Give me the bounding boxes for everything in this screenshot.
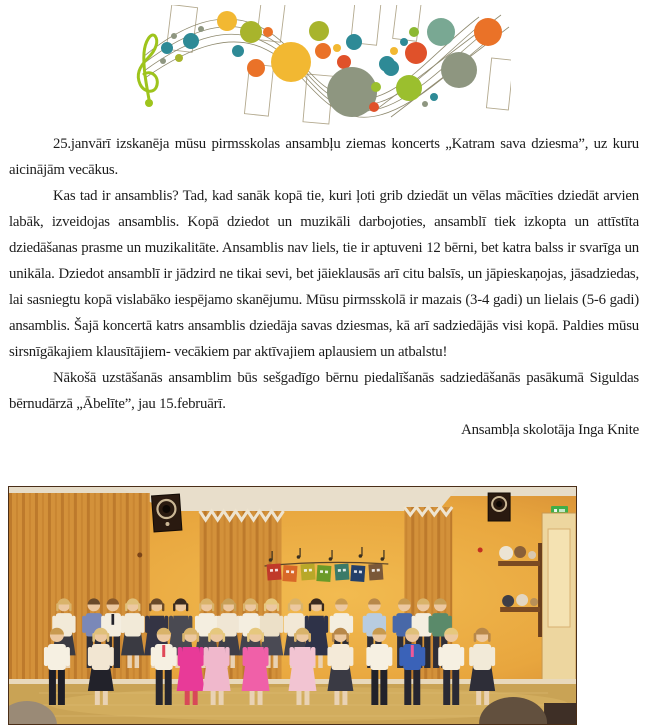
- door: [542, 513, 576, 699]
- music-decoration-image: [129, 5, 511, 125]
- shadow-corner: [544, 703, 576, 724]
- treble-clef-icon: [138, 35, 157, 107]
- paragraph-main: Kas tad ir ansamblis? Tad, kad sanāk kopā tie, kuri ļoti grib dziedāt un vēlas mācīties dziedāt arvien labāk, izveidojas ansamblis. Kopā dziedot un muzikāli darbojoties, ansamblī tiek izkopta un attīstīta dziedāšanas prasme un muzikalitāte. Ansamblis nav liels, tie ir aptuveni 12 bērni, bet katra balss ir svarīga un unikāla. Dziedot ansamblī ir jādzird ne tikai sevi, bet jāieklausās arī citu balsīs, un jāpieskaņojas, jāsadziedas, lai sasniegtu kopā vislabāko iespējamo skanējumu. Mūsu pirmsskolā ir mazais (3-4 gadi) un lielais (5-6 gadi) ansamblis. Šajā koncertā katrs ansamblis dziedāja savas dziesmas, kā arī sadziedājās visi kopā. Paldies mūsu sirsnīgākajiem klausītājiem- vecākiem par aktīvajiem aplausiem un atbalstu!: [9, 188, 639, 360]
- paragraph-intro: 25.janvārī izskanēja mūsu pirmsskolas ansambļu ziemas koncerts „Katram sava dziesma”, uz kuru aicinājām vecākus.: [9, 136, 639, 178]
- paragraph-next-event: Nākošā uzstāšanās ansamblim būs sešgadīgo bērnu piedalīšanās sadziedāšanās pasākumā Siguldas bērnudārzā „Ābelīte”, jau 15.februārī.: [9, 370, 639, 412]
- concert-photo: [8, 486, 577, 725]
- speaker-right: [488, 493, 510, 521]
- thermostat: [137, 553, 142, 558]
- concert-photo-svg: [9, 487, 576, 724]
- music-wave-svg: [129, 5, 511, 125]
- signature-line: Ansambļa skolotāja Inga Knite: [461, 422, 639, 438]
- speaker-left: [152, 494, 182, 532]
- note-circles: [160, 11, 502, 117]
- alarm-dot: [478, 548, 483, 553]
- article-body: [9, 131, 639, 443]
